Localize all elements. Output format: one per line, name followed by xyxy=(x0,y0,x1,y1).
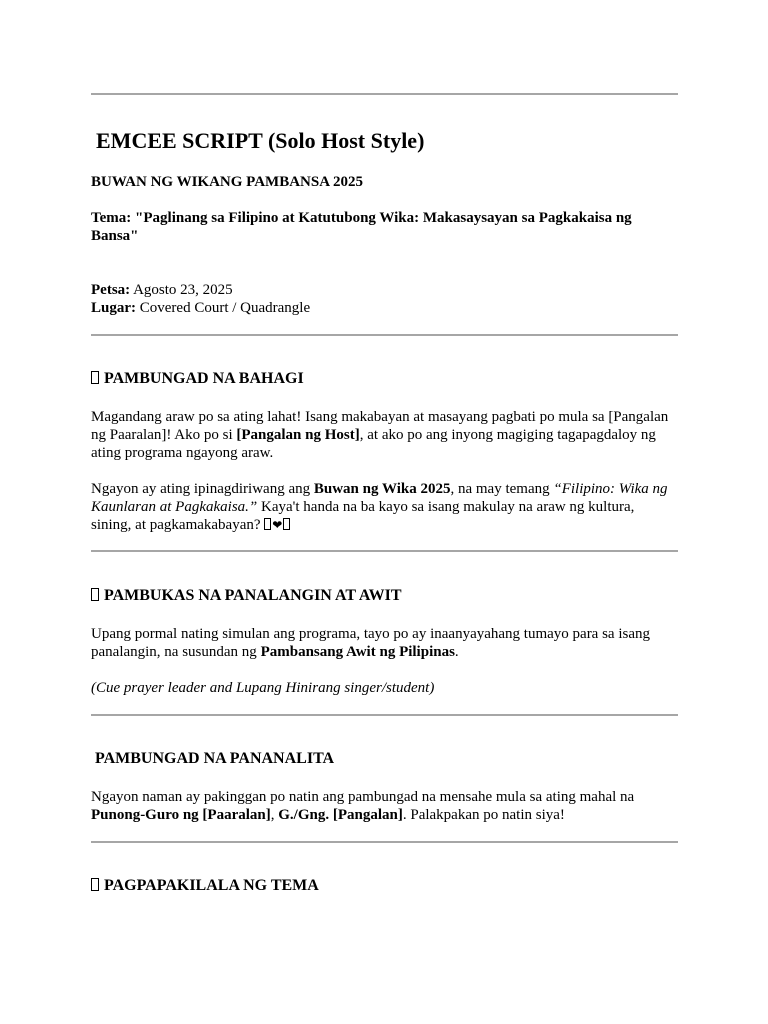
venue-value: Covered Court / Quadrangle xyxy=(139,300,311,316)
cue-note: (Cue prayer leader and Lupang Hinirang singer/student) xyxy=(91,680,435,696)
date-value: Agosto 23, 2025 xyxy=(133,282,233,298)
document-subtitle: BUWAN NG WIKANG PAMBANSA 2025 xyxy=(91,174,363,190)
missing-emoji-icon xyxy=(91,878,99,891)
missing-emoji-icon xyxy=(264,518,271,530)
venue-label: Lugar: xyxy=(91,300,136,316)
horizontal-rule xyxy=(91,334,678,336)
section-heading-pambukas: PAMBUKAS NA PANALANGIN AT AWIT xyxy=(91,586,678,606)
event-venue xyxy=(91,299,678,317)
date-label: Petsa: xyxy=(91,282,131,298)
theme-label: Tema: xyxy=(91,210,132,226)
section-paragraph: Ngayon naman ay pakinggan po natin ang pambungad na mensahe mula sa ating mahal na Punong-Guro ng [Paaralan], G./Gng. [Pangalan]. Palakpakan po natin siya! xyxy=(91,789,635,823)
document-title: EMCEE SCRIPT (Solo Host Style) xyxy=(96,128,425,153)
heart-icon: ❤ xyxy=(272,518,283,532)
horizontal-rule xyxy=(91,550,678,552)
section-paragraph: Upang pormal nating simulan ang programa, tayo po ay inaanyayahang tumayo para sa isang panalangin, na susundan ng Pambansang Awit ng Pilipinas. xyxy=(91,626,650,660)
missing-emoji-icon xyxy=(91,371,99,384)
missing-emoji-icon xyxy=(91,588,99,601)
theme-text: "Paglinang sa Filipino at Katutubong Wika: Makasaysayan sa Pagkakaisa ng Bansa" xyxy=(91,210,632,244)
section-paragraph: Magandang araw po sa ating lahat! Isang makabayan at masayang pagbati po mula sa [Pangalan ng Paaralan]! Ako po si [Pangalan ng Host], at ako po ang inyong magiging tagapagdaloy ng ating programa ngayong araw. xyxy=(91,409,669,461)
event-date xyxy=(91,281,678,299)
section-paragraph: Ngayon ay ating ipinagdiriwang ang Buwan ng Wika 2025, na may temang “Filipino: Wika ng Kaunlaran at Pagkakaisa.” Kaya't handa na ba kayo sa isang makulay na araw ng kultura, sining, at pagkamakabayan? ❤ xyxy=(91,481,668,533)
horizontal-rule xyxy=(91,93,678,95)
missing-emoji-icon xyxy=(283,518,290,530)
section-heading-pambungad: PAMBUNGAD NA BAHAGI xyxy=(91,369,678,389)
horizontal-rule xyxy=(91,714,678,716)
theme-line xyxy=(91,209,678,245)
horizontal-rule xyxy=(91,841,678,843)
section-heading-pananalita: PAMBUNGAD NA PANANALITA xyxy=(95,750,335,767)
section-heading-tema: PAGPAPAKILALA NG TEMA xyxy=(91,876,678,896)
